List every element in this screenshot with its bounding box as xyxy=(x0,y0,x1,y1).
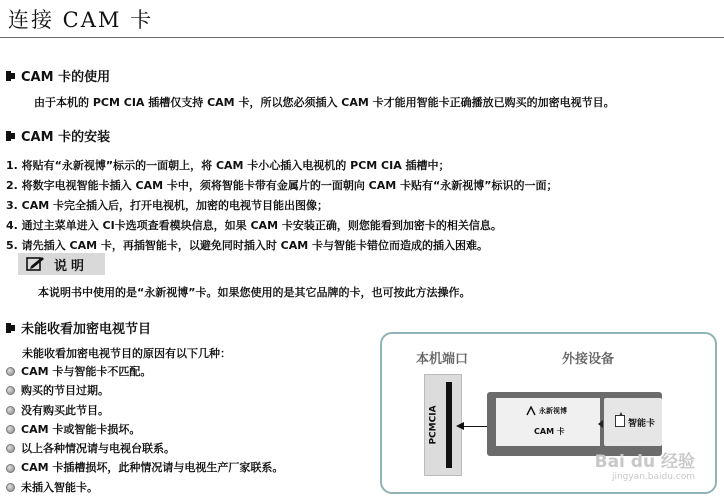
section-use-text: 由于本机的 PCM CIA 插槽仅支持 CAM 卡，所以您必须插入 CAM 卡才能用智能卡正确播放已购买的加密电视节目。 xyxy=(34,96,615,109)
device-label: 外接设备 xyxy=(562,352,615,367)
bullet-icon xyxy=(6,425,15,434)
reason-text: CAM 卡插槽损坏，此种情况请与电视生产厂家联系。 xyxy=(21,461,284,475)
bullet-icon xyxy=(6,483,15,492)
section-heading-use-text: CAM 卡的使用 xyxy=(21,70,111,85)
section-heading-install xyxy=(6,126,110,145)
install-step: 4. 通过主菜单进入 CI卡选项查看模块信息，如果 CAM 卡安装正确，则您能看到加密卡的相关信息。 xyxy=(6,219,502,232)
reason-text: 购买的节目过期。 xyxy=(21,384,109,398)
watermark-url: jingyan.baidu.com xyxy=(611,472,695,482)
bullet-icon xyxy=(6,464,15,473)
slot-opening xyxy=(446,382,452,468)
chip-icon xyxy=(615,415,625,427)
section-marker-icon xyxy=(6,71,15,81)
reason-item xyxy=(6,420,283,439)
cam-card-label-area xyxy=(496,398,600,446)
reason-item xyxy=(6,362,283,381)
watermark xyxy=(595,447,695,482)
section-heading-use xyxy=(6,66,110,85)
brand-logo-icon xyxy=(526,406,536,416)
bullet-icon xyxy=(6,444,15,453)
pcmcia-slot-text: PCMCIA xyxy=(429,405,440,445)
edit-note-icon xyxy=(26,256,46,272)
smart-card xyxy=(604,398,662,446)
cam-card-text: CAM 卡 xyxy=(534,427,565,436)
install-step: 1. 将贴有“永新视博”标示的一面朝上，将 CAM 卡小心插入电视机的 PCM CIA 插槽中； xyxy=(6,159,450,172)
note-badge xyxy=(18,253,105,275)
insert-arrow-icon xyxy=(458,426,487,427)
cam-insertion-diagram xyxy=(380,332,717,494)
reason-text: CAM 卡与智能卡不匹配。 xyxy=(21,365,152,378)
install-steps xyxy=(6,156,558,256)
reason-text: CAM 卡或智能卡损坏。 xyxy=(21,422,141,436)
port-label: 本机端口 xyxy=(416,352,469,367)
install-step: 3. CAM 卡完全插入后，打开电视机，加密的电视节目能出图像； xyxy=(6,199,329,212)
section-heading-cannot xyxy=(6,318,151,337)
card-logo xyxy=(526,406,567,416)
install-step: 2. 将数字电视智能卡插入 CAM 卡中，须将智能卡带有金属片的一面朝向 CAM 卡贴有“永新视博”标识的一面； xyxy=(6,179,558,192)
section-heading-cannot-text: 未能收看加密电视节目 xyxy=(21,322,152,337)
reason-item xyxy=(6,439,283,458)
note-text: 本说明书中使用的是“永新视博”卡。如果您使用的是其它品牌的卡，也可按此方法操作。 xyxy=(38,286,471,299)
card-logo-text: 永新视博 xyxy=(539,407,567,415)
section-heading-install-text: CAM 卡的安装 xyxy=(21,130,111,145)
section-marker-icon xyxy=(6,323,15,333)
reason-item xyxy=(6,381,283,400)
reasons-list xyxy=(6,362,283,497)
reason-item xyxy=(6,458,283,477)
watermark-brand: Bai du 经验 xyxy=(594,452,695,472)
reason-text: 未插入智能卡。 xyxy=(21,480,98,494)
install-step: 5. 请先插入 CAM 卡，再插智能卡，以避免同时插入时 CAM 卡与智能卡错位而造成的插入困难。 xyxy=(6,239,489,252)
reason-text: 以上各种情况请与电视台联系。 xyxy=(21,442,175,456)
reason-item xyxy=(6,478,283,497)
note-label: 说明 xyxy=(54,258,89,274)
section-marker-icon xyxy=(6,131,15,141)
reason-item xyxy=(6,401,283,420)
reasons-intro: 未能收看加密电视节目的原因有以下几种： xyxy=(22,347,231,360)
bullet-icon xyxy=(6,386,15,395)
smart-card-text: 智能卡 xyxy=(628,419,656,429)
bullet-icon xyxy=(6,406,15,415)
pcmcia-slot-label xyxy=(424,382,444,468)
title-rule xyxy=(0,37,724,38)
reason-text: 没有购买此节目。 xyxy=(21,403,109,417)
insert-direction-icon xyxy=(598,420,603,428)
bullet-icon xyxy=(6,367,15,376)
page-title: 连接 CAM 卡 xyxy=(8,8,154,32)
